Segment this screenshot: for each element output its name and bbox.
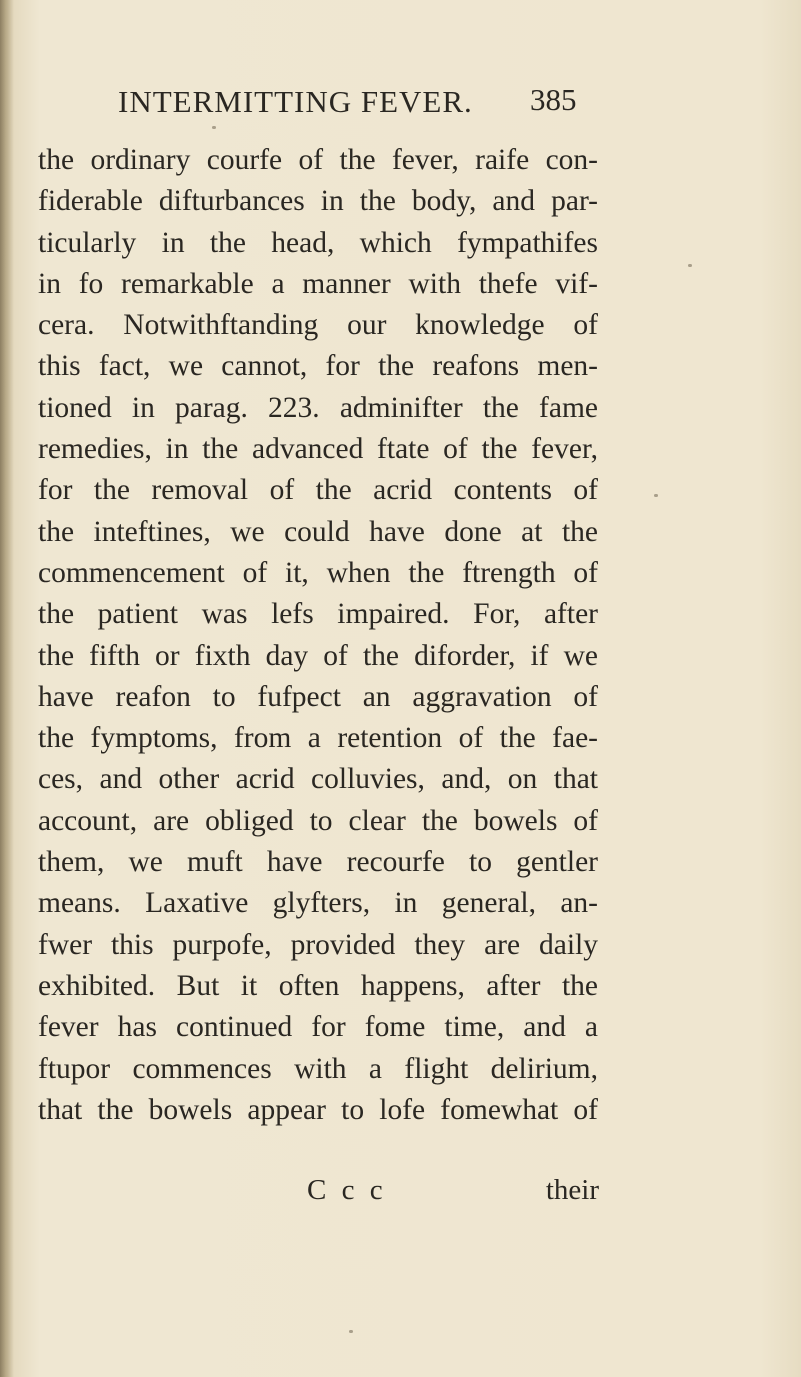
- text-line: the fifth or fixth day of the diforder, if we: [38, 639, 598, 672]
- page-number: 385: [530, 82, 577, 117]
- text-line: means. Laxative glyfters, in general, an-: [38, 887, 598, 920]
- running-head: [118, 80, 578, 124]
- running-head-title: INTERMITTING FEVER.: [118, 84, 473, 119]
- text-line: fever has continued for fome time, and a: [38, 1011, 598, 1044]
- text-line: for the removal of the acrid contents of: [38, 474, 598, 507]
- page-footer: [307, 1174, 599, 1216]
- signature-mark: C c c: [307, 1174, 387, 1206]
- text-line: the ordinary courfe of the fever, raife con-: [38, 144, 598, 176]
- text-line: account, are obliged to clear the bowels of: [38, 804, 598, 837]
- text-line: fiderable difturbances in the body, and par-: [38, 185, 598, 218]
- text-line: ticularly in the head, which fympathifes: [38, 226, 598, 259]
- binding-gutter: [0, 0, 14, 1377]
- text-line: fwer this purpofe, provided they are daily: [38, 928, 598, 961]
- catchword: their: [545, 1174, 599, 1206]
- text-line: that the bowels appear to lofe fomewhat of: [38, 1093, 598, 1126]
- text-line: this fact, we cannot, for the reafons men-: [38, 350, 598, 383]
- paper-speck: [349, 1330, 353, 1333]
- text-line: cera. Notwithftanding our knowledge of: [38, 309, 598, 342]
- text-line: commencement of it, when the ftrength of: [38, 556, 598, 589]
- text-line: have reafon to fufpect an aggravation of: [38, 680, 598, 713]
- paper-speck: [654, 494, 658, 497]
- text-line: remedies, in the advanced ftate of the fever,: [38, 433, 598, 466]
- text-line: ces, and other acrid colluvies, and, on that: [38, 763, 598, 796]
- text-line: tioned in parag. 223. adminifter the fame: [38, 391, 598, 424]
- text-line: the patient was lefs impaired. For, after: [38, 598, 598, 631]
- text-line: in fo remarkable a manner with thefe vif-: [38, 267, 598, 300]
- body-text: [38, 140, 598, 1131]
- text-line: exhibited. But it often happens, after the: [38, 969, 598, 1002]
- text-line: them, we muft have recourfe to gentler: [38, 846, 598, 879]
- text-line: the inteftines, we could have done at the: [38, 515, 598, 548]
- paper-speck: [212, 126, 216, 129]
- text-line: ftupor commences with a flight delirium,: [38, 1052, 598, 1085]
- text-line: the fymptoms, from a retention of the fae-: [38, 722, 598, 755]
- paper-speck: [688, 264, 692, 267]
